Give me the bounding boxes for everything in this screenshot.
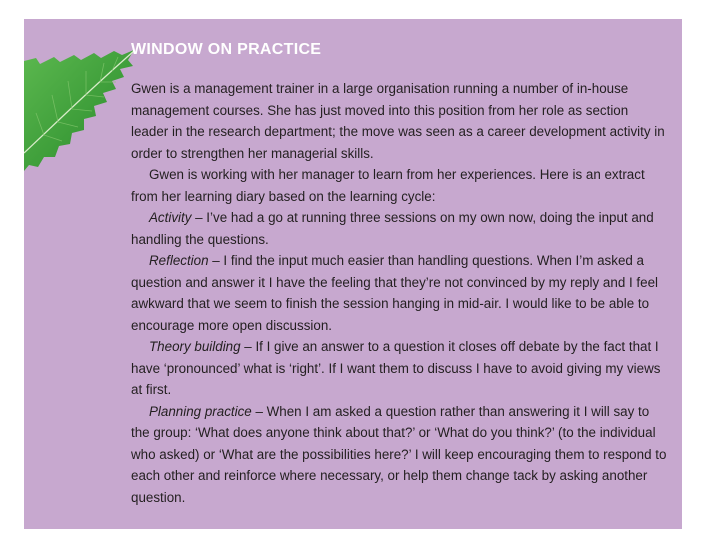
paragraph-text: – When I am asked a question rather than answering it I will say to the group: ‘What does anyone think about that?’ or ‘What do you think?’ (to the individual who asked) or ‘What are the possibilities here?’ I will keep encouraging them to respond to each other and reinforce where necessary, or help them change tack by asking another question. [131,403,667,505]
leaf-icon [24,29,144,189]
paragraph-intro [131,78,668,164]
paragraph-reflection [131,250,668,336]
paragraph-text: – I find the input much easier than handling questions. When I’m asked a question and answer it I have the feeling that they’re not convinced by my reply and I feel awkward that we seem to finish the session hanging in mid-air. I would like to be able to encourage more open discussion. [131,253,659,333]
window-on-practice-box [24,19,682,529]
stage-label-reflection: Reflection [149,253,209,268]
paragraph-text: – I’ve had a go at running three sessions on my own now, doing the input and handling the questions. [131,210,654,247]
stage-label-theory-building: Theory building [149,339,241,354]
paragraph-context [131,164,668,207]
paragraph-text: – If I give an answer to a question it closes off debate by the fact that I have ‘pronounced’ what is ‘right’. If I want them to discuss I have to avoid giving my views at first. [131,339,661,397]
paragraph-text: Gwen is working with her manager to learn from her experiences. Here is an extract from her learning diary based on the learning cycle: [131,167,645,204]
paragraph-theory-building [131,336,668,401]
box-title: WINDOW ON PRACTICE [131,41,322,58]
paragraph-text: Gwen is a management trainer in a large organisation running a number of in-house management courses. She has just moved into this position from her role as section leader in the research department; the move was seen as a career development activity in order to strengthen her managerial skills. [131,81,665,161]
paragraph-activity [131,207,668,250]
paragraph-planning-practice [131,401,668,509]
stage-label-activity: Activity [149,210,192,225]
stage-label-planning-practice: Planning practice [149,403,252,419]
box-body [131,78,668,508]
